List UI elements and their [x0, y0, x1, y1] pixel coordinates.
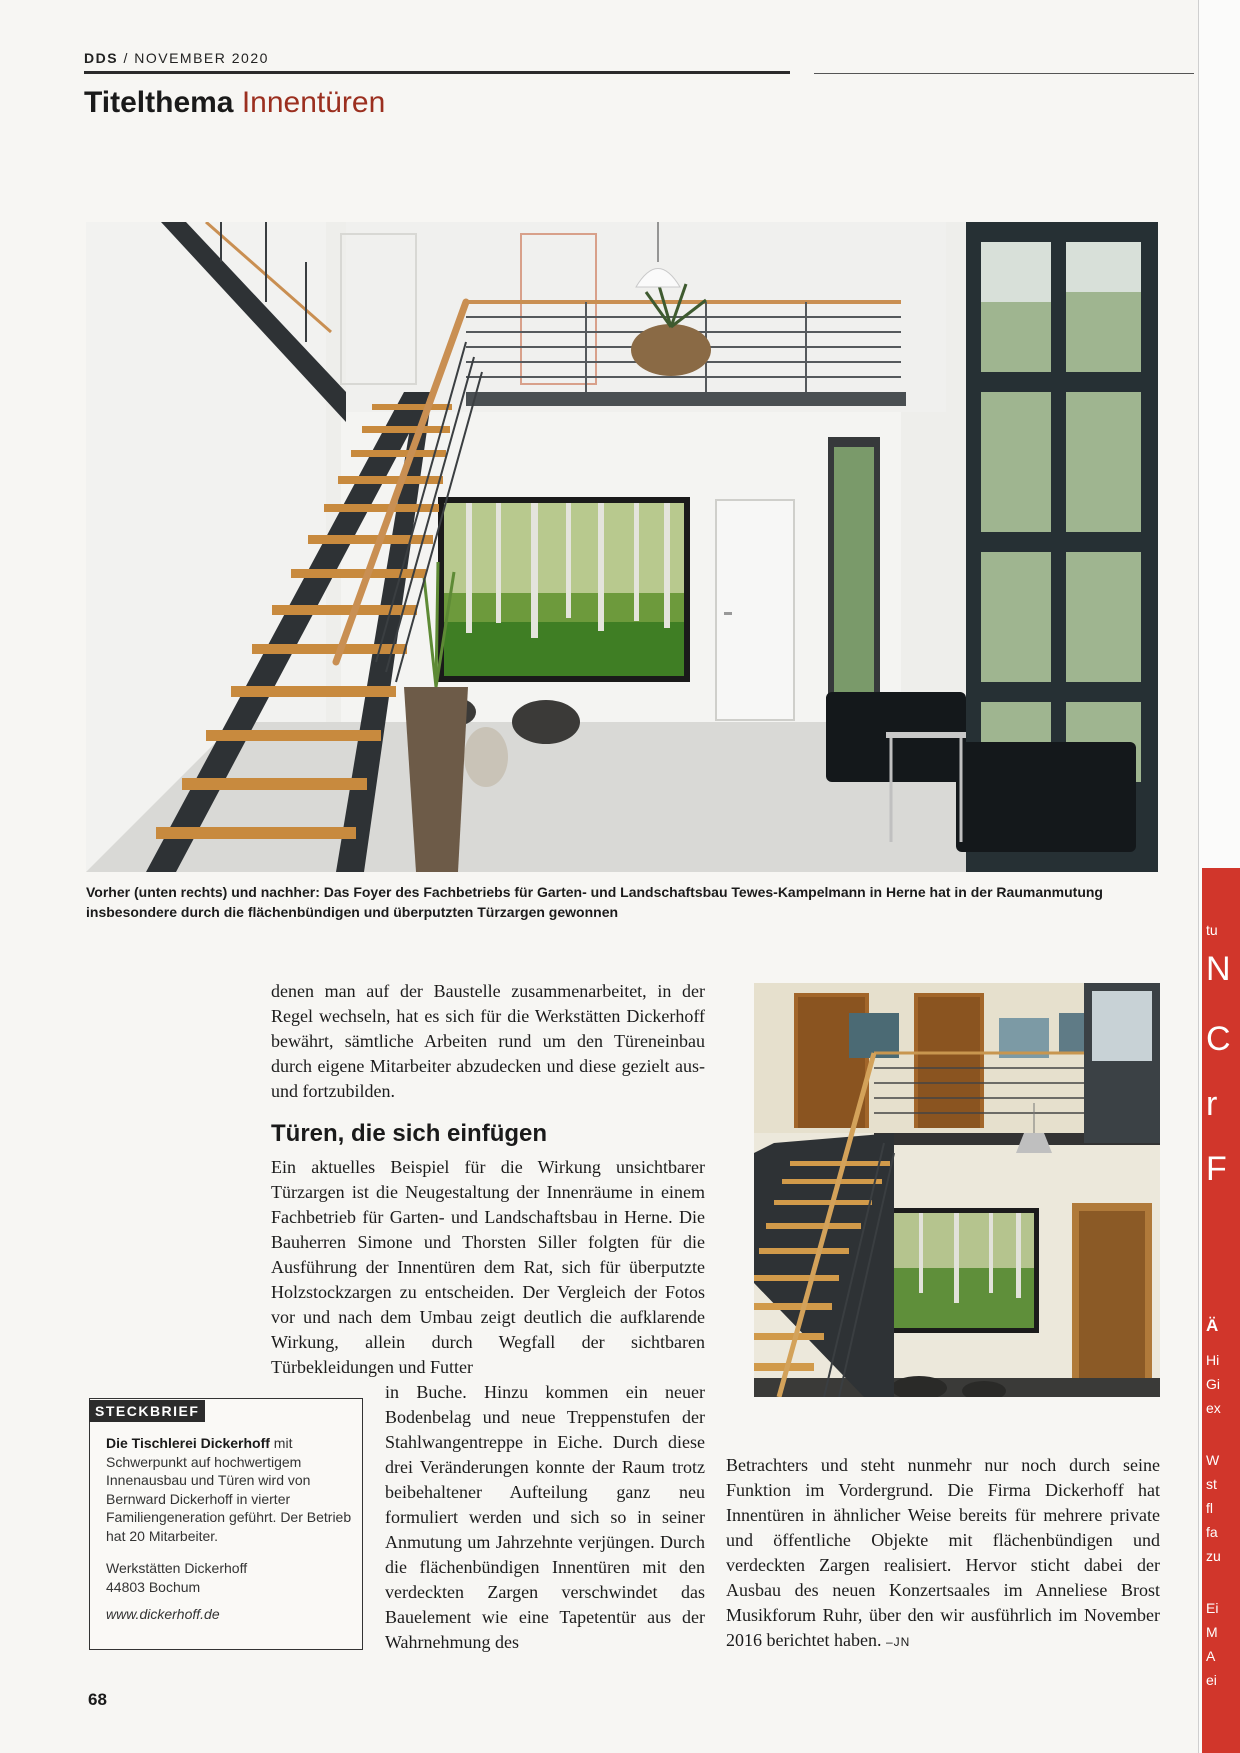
company-name: Die Tischlerei Dickerhoff	[106, 1435, 270, 1451]
address-line-1: Werkstätten Dickerhoff	[106, 1560, 248, 1576]
article-paragraph-3-text: Betrachters und steht nunmehr nur noch durch seine Funktion im Vordergrund. Die Firma Dickerhoff hat Innentüren in ähnlicher Weise bereits für mehrere private und öffentliche Objekte mit flächenbündigen und verdeckten Zargen realisiert. Hervor sticht dabei der Ausbau des neuen Konzertsaales im Anneliese Brost Musikforum Ruhr, über den wir ausführlich im November 2016 berichtet haben.	[726, 1455, 1160, 1650]
spill-bottom-1: Hi	[1206, 1352, 1220, 1368]
article-intro: denen man auf der Baustelle zusammenarbeitet, in der Regel wechseln, hat es sich für die Werkstätten Dickerhoff bewährt, sämtliche Arbeiten rund um den Türeneinbau durch eigene Mitarbeiter abzudecken und diese gezielt aus- und fortzubilden.	[271, 981, 705, 1101]
spill-bottom-0: Ä	[1206, 1316, 1219, 1335]
section-topic: Innentüren	[241, 86, 386, 119]
photo-caption: Vorher (unten rechts) und nachher: Das Foyer des Fachbetriebs für Garten- und Landschaftsbau Tewes-Kampelmann in Herne hat in der Raumanmutung insbesondere durch die flächenbündigen und überputzten Türzargen gewonnen	[86, 884, 1103, 920]
spill-bottom-7: fa	[1206, 1524, 1218, 1540]
spill-bottom-4: W	[1206, 1452, 1220, 1468]
page-number: 68	[88, 1690, 107, 1709]
spill-top-2: C	[1206, 1020, 1231, 1058]
spill-bottom-6: fl	[1206, 1500, 1213, 1516]
spill-top-0: tu	[1206, 922, 1218, 938]
separator: /	[123, 50, 129, 66]
steckbrief-label: STECKBRIEF	[89, 1400, 205, 1422]
main-photo	[86, 222, 1158, 872]
spill-bottom-10: M	[1206, 1624, 1218, 1640]
article-paragraph-2: in Buche. Hinzu kommen ein neuer Bodenbelag und neue Treppenstufen der Stahlwangentreppe in Eiche. Durch diese drei Veränderungen konnte der Raum trotz beibehaltener Aufteilung ganz neu formuliert werden und sich so in seiner Anmutung um Jahrzehnte verjüngen. Durch die flächenbündigen Innentüren mit den verdeckten Zargen verschwindet das Bauelement wie eine Tapetentür aus der Wahrnehmung des	[385, 1382, 705, 1652]
spill-bottom-5: st	[1206, 1476, 1217, 1492]
spill-top-4: F	[1206, 1150, 1227, 1188]
issue-date: NOVEMBER 2020	[134, 50, 269, 66]
article-subheading: Türen, die sich einfügen	[271, 1120, 548, 1147]
spill-top-1: N	[1206, 950, 1231, 988]
page-title	[84, 86, 385, 120]
magazine-name: DDS	[84, 50, 119, 66]
spill-bottom-8: zu	[1206, 1548, 1221, 1564]
author-initials: –JN	[885, 1635, 911, 1649]
spill-top-3: r	[1206, 1085, 1218, 1123]
steckbrief-body	[106, 1434, 356, 1545]
address-line-2: 44803 Bochum	[106, 1578, 201, 1595]
company-address	[106, 1559, 356, 1596]
spill-bottom-2: Gi	[1206, 1376, 1220, 1392]
company-description: mit Schwerpunkt auf hochwertigem Innenausbau und Türen wird von Bernward Dickerhoff in vierter Familiengeneration geführt. Der Betrieb hat 20 Mitarbeiter.	[106, 1435, 352, 1544]
before-photo	[754, 983, 1160, 1397]
header-rule-right	[814, 73, 1194, 74]
section-name: Titelthema	[84, 86, 234, 119]
spill-bottom-11: A	[1206, 1648, 1216, 1664]
spill-bottom-12: ei	[1206, 1672, 1217, 1688]
running-head	[84, 50, 269, 66]
next-page-red-panel	[1202, 868, 1240, 1753]
article-paragraph-1: Ein aktuelles Beispiel für die Wirkung unsichtbarer Türzargen ist die Neugestaltung der Innenräume in einem Fachbetrieb für Garten- und Landschaftsbau in Herne. Die Bauherren Simone und Thorsten Siller folgten für die Ausführung der Innentüren dem Rat, sich für überputzte Holzstockzargen zu entscheiden. Der Vergleich der Fotos vor und nach dem Umbau zeigt deutlich die aufklarende Wirkung, allein durch Wegfall der sichtbaren Türbekleidungen und Futter	[271, 1157, 705, 1377]
article-paragraph-3	[726, 1453, 1160, 1655]
spill-bottom-9: Ei	[1206, 1600, 1219, 1616]
header-rule	[84, 71, 790, 74]
spill-bottom-3: ex	[1206, 1400, 1221, 1416]
company-website-link[interactable]: www.dickerhoff.de	[106, 1606, 220, 1622]
